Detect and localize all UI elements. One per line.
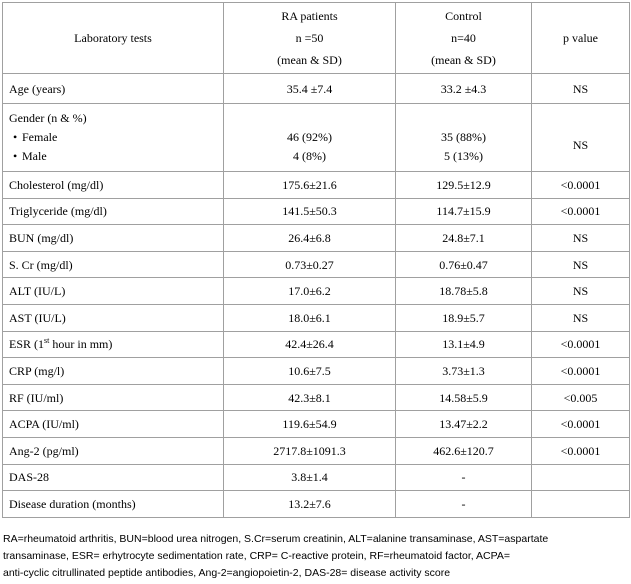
row-label: DAS-28: [3, 464, 224, 491]
control-value: 13.47±2.2: [396, 411, 532, 438]
p-value: NS: [532, 104, 630, 172]
ra-value: 35.4 ±7.4: [224, 74, 396, 104]
control-value: 114.7±15.9: [396, 198, 532, 225]
table-row: [3, 251, 630, 278]
control-value: 24.8±7.1: [396, 225, 532, 252]
table-row: [3, 491, 630, 518]
control-value: 129.5±12.9: [396, 172, 532, 199]
row-label: [3, 104, 224, 172]
ra-value: 42.4±26.4: [224, 331, 396, 358]
p-value: <0.0001: [532, 411, 630, 438]
abbreviations-footnote: [3, 531, 628, 582]
p-value: NS: [532, 74, 630, 104]
ra-value: 0.73±0.27: [224, 251, 396, 278]
female-label: Female: [22, 130, 58, 144]
bullet-icon: •: [13, 149, 18, 163]
table-row: [3, 198, 630, 225]
ra-value: 175.6±21.6: [224, 172, 396, 199]
control-value: 462.6±120.7: [396, 437, 532, 464]
male-label: Male: [22, 149, 47, 163]
row-label: Triglyceride (mg/dl): [3, 198, 224, 225]
row-label: BUN (mg/dl): [3, 225, 224, 252]
table-row: [3, 411, 630, 438]
table-row: [3, 331, 630, 358]
footnote-line: RA=rheumatoid arthritis, BUN=blood urea nitrogen, S.Cr=serum creatinin, ALT=alanine transaminase, AST=aspartate: [3, 533, 549, 545]
footnote-line: anti-cyclic citrullinated peptide antibodies, Ang-2=angiopoietin-2, DAS-28= disease activity score: [3, 567, 451, 579]
p-value: NS: [532, 304, 630, 331]
bullet-icon: •: [13, 130, 18, 144]
control-value: 14.58±5.9: [396, 384, 532, 411]
table-row: [3, 464, 630, 491]
p-value: NS: [532, 251, 630, 278]
control-value: -: [396, 464, 532, 491]
ra-value: 42.3±8.1: [224, 384, 396, 411]
header-control: [396, 3, 532, 74]
header-ra: [224, 3, 396, 74]
p-value: [532, 491, 630, 518]
control-value: 13.1±4.9: [396, 331, 532, 358]
control-value: 18.9±5.7: [396, 304, 532, 331]
ra-value: 2717.8±1091.3: [224, 437, 396, 464]
row-label: [3, 331, 224, 358]
row-label: Disease duration (months): [3, 491, 224, 518]
row-label: ALT (IU/L): [3, 278, 224, 305]
header-ra-line: n =50: [295, 31, 324, 45]
header-ra-line: RA patients: [281, 9, 338, 23]
footnote-line: transaminase, ESR= erhytrocyte sedimentation rate, CRP= C-reactive protein, RF=rheumatoid factor, ACPA=: [3, 550, 510, 562]
p-value: <0.0001: [532, 358, 630, 385]
table-row: [3, 278, 630, 305]
header-p: p value: [532, 3, 630, 74]
table-row: [3, 304, 630, 331]
table-row: [3, 384, 630, 411]
control-male: 5 (13%): [444, 149, 483, 163]
p-value: NS: [532, 278, 630, 305]
row-label: Age (years): [3, 74, 224, 104]
p-value: <0.0001: [532, 172, 630, 199]
header-ra-line: (mean & SD): [277, 53, 342, 67]
row-label: CRP (mg/l): [3, 358, 224, 385]
header-control-line: n=40: [451, 31, 476, 45]
header-control-line: Control: [445, 9, 482, 23]
ra-value: [224, 104, 396, 172]
ra-value: 17.0±6.2: [224, 278, 396, 305]
ra-value: 18.0±6.1: [224, 304, 396, 331]
gender-label: Gender (n & %): [9, 111, 87, 125]
table-row: [3, 172, 630, 199]
row-label: ACPA (IU/ml): [3, 411, 224, 438]
control-value: 0.76±0.47: [396, 251, 532, 278]
row-label: Cholesterol (mg/dl): [3, 172, 224, 199]
table-row: [3, 74, 630, 104]
control-value: 18.78±5.8: [396, 278, 532, 305]
p-value: <0.0001: [532, 331, 630, 358]
p-value: <0.005: [532, 384, 630, 411]
row-label: RF (IU/ml): [3, 384, 224, 411]
esr-label-b: hour in mm): [49, 337, 113, 352]
row-label: Ang-2 (pg/ml): [3, 437, 224, 464]
female-item: [9, 128, 217, 147]
header-test: Laboratory tests: [3, 3, 224, 74]
header-control-line: (mean & SD): [431, 53, 496, 67]
row-label: S. Cr (mg/dl): [3, 251, 224, 278]
control-value: 33.2 ±4.3: [396, 74, 532, 104]
ra-value: 119.6±54.9: [224, 411, 396, 438]
p-value: <0.0001: [532, 437, 630, 464]
ra-value: 3.8±1.4: [224, 464, 396, 491]
table-row: [3, 437, 630, 464]
ra-value: 13.2±7.6: [224, 491, 396, 518]
table-row: [3, 104, 630, 172]
esr-label-sup: st: [44, 336, 50, 346]
row-label: AST (IU/L): [3, 304, 224, 331]
ra-value: 10.6±7.5: [224, 358, 396, 385]
ra-male: 4 (8%): [293, 149, 326, 163]
ra-female: 46 (92%): [287, 130, 332, 144]
table-header-row: [3, 3, 630, 74]
p-value: [532, 464, 630, 491]
table-row: [3, 358, 630, 385]
esr-label-a: ESR (1: [9, 337, 45, 352]
p-value: <0.0001: [532, 198, 630, 225]
control-female: 35 (88%): [441, 130, 486, 144]
control-value: [396, 104, 532, 172]
table-row: [3, 225, 630, 252]
p-value: NS: [532, 225, 630, 252]
control-value: -: [396, 491, 532, 518]
laboratory-table: [2, 2, 630, 518]
ra-value: 141.5±50.3: [224, 198, 396, 225]
ra-value: 26.4±6.8: [224, 225, 396, 252]
male-item: [9, 147, 217, 166]
control-value: 3.73±1.3: [396, 358, 532, 385]
